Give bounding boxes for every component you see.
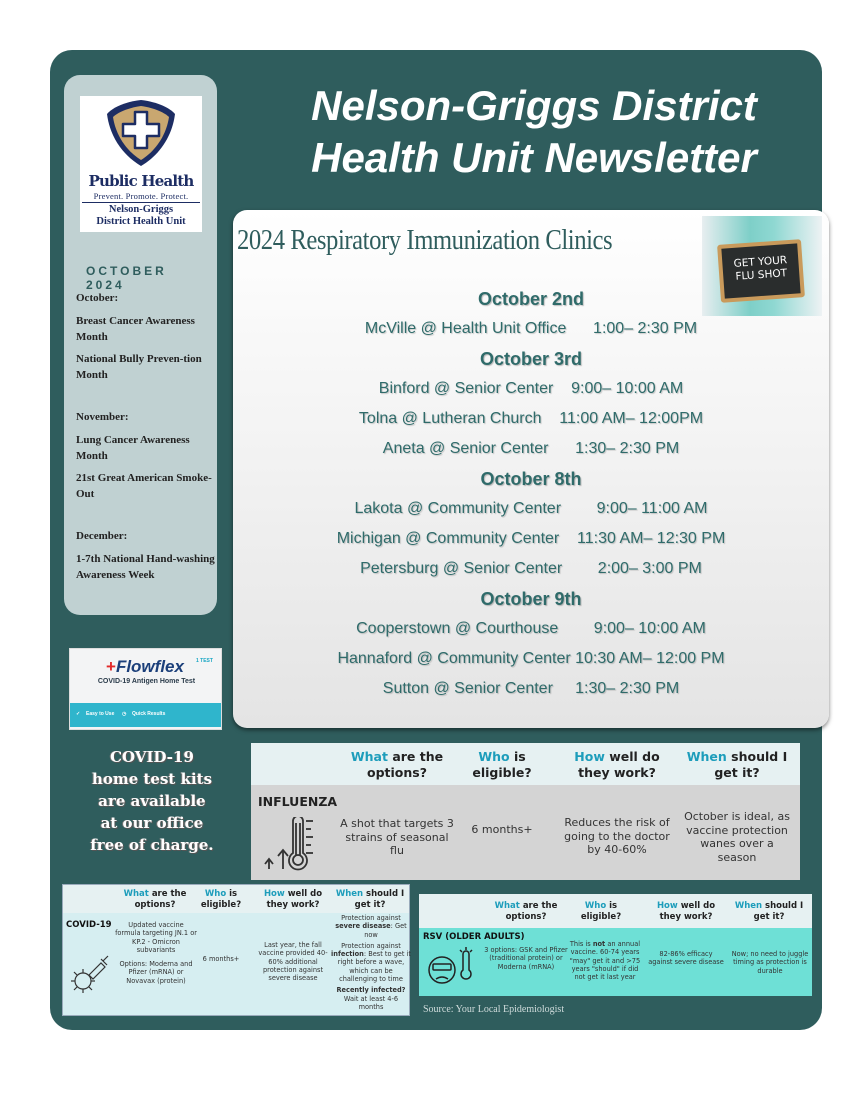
logo-unit-name xyxy=(80,204,202,228)
rsv-effectiveness: 82-86% efficacy against severe disease xyxy=(648,950,724,967)
slot-location: Aneta @ Senior Center xyxy=(382,440,549,457)
flowflex-test-kit-image xyxy=(69,648,222,730)
covid-options xyxy=(115,921,197,985)
header-eligible: Who is eligible? xyxy=(200,889,242,910)
clinic-slot xyxy=(233,674,829,704)
row-label-rsv: RSV (OLDER ADULTS) xyxy=(423,932,525,942)
table-header-row xyxy=(251,743,800,785)
kits-msg-line: free of charge. xyxy=(90,836,214,854)
covid-timing-recent: Recently infected? Wait at least 4-6 months xyxy=(336,986,406,1011)
slot-location: Binford @ Senior Center xyxy=(378,380,554,397)
sign-line2: FLU SHOT xyxy=(735,267,788,283)
header-timing: When should I get it? xyxy=(734,901,804,922)
title-line2: Health Unit Newsletter xyxy=(311,134,757,181)
covid-timing-severe: Protection against severe disease: Get now xyxy=(335,914,407,939)
header-effectiveness: How well do they work? xyxy=(263,889,323,910)
rsv-table xyxy=(419,894,812,996)
sick-face-thermometer-icon xyxy=(425,946,475,986)
clinic-slot xyxy=(233,374,829,404)
slot-location: Tolna @ Lutheran Church xyxy=(358,410,542,427)
slot-location: Sutton @ Senior Center xyxy=(382,680,553,697)
covid-timing-infection: Protection against infection: Best to get it right before a wave, which can be challenging to time xyxy=(331,941,411,984)
clinic-date: October 9th xyxy=(480,589,582,609)
test-count: 1 TEST xyxy=(196,658,213,664)
rsv-row xyxy=(419,928,812,996)
logo-org-name: Public Health xyxy=(88,172,194,190)
kits-msg-line: home test kits xyxy=(91,770,213,788)
header-eligible: Who is eligible? xyxy=(580,901,622,922)
kits-msg-line: at our office xyxy=(100,814,204,832)
slot-time: 11:30 AM– 12:30 PM xyxy=(577,530,726,547)
thermometer-icon xyxy=(263,817,323,873)
logo-unit-line2: District Health Unit xyxy=(96,216,186,227)
row-label-influenza: INFLUENZA xyxy=(258,794,338,809)
event-item: National Bully Preven-tion Month xyxy=(76,353,202,381)
logo-tagline: Prevent. Promote. Protect. xyxy=(82,191,200,203)
clinic-date: October 2nd xyxy=(477,289,584,309)
month-heading: OCTOBER 2024 xyxy=(86,264,167,292)
covid-options-brands: Options: Moderna and Pfizer (mRNA) or Novavax (protein) xyxy=(119,960,193,985)
clinic-date: October 3rd xyxy=(479,349,583,369)
brand-name: Flowflex xyxy=(115,657,184,676)
clinic-slot xyxy=(233,644,829,674)
header-options: What are the options? xyxy=(494,901,558,922)
test-kit-product: COVID-19 Antigen Home Test xyxy=(97,678,196,685)
kits-msg-line: COVID-19 xyxy=(110,748,194,766)
header-options: What are the options? xyxy=(350,749,444,780)
slot-time: 1:30– 2:30 PM xyxy=(575,440,680,457)
virus-syringe-icon xyxy=(69,955,111,995)
test-kit-band xyxy=(70,703,221,727)
slot-location: Michigan @ Community Center xyxy=(336,530,560,547)
influenza-options: A shot that targets 3 strains of seasonal flu xyxy=(340,817,454,857)
influenza-timing: October is ideal, as vaccine protection wanes over a season xyxy=(684,810,790,864)
slot-time: 11:00 AM– 12:00PM xyxy=(559,410,704,427)
table-header-row xyxy=(419,894,812,928)
sign-line1: GET YOUR xyxy=(733,254,788,270)
influenza-eligible: 6 months+ xyxy=(471,823,533,836)
influenza-row xyxy=(251,785,800,880)
shield-cross-icon xyxy=(104,98,178,168)
header-options: What are the options? xyxy=(123,889,187,910)
clinic-slot xyxy=(233,404,829,434)
slot-location: Hannaford @ Community Center xyxy=(337,650,571,667)
slot-location: Lakota @ Community Center xyxy=(354,500,562,517)
feature-quick: Quick Results xyxy=(132,711,166,717)
slot-time: 1:00– 2:30 PM xyxy=(593,320,698,337)
rsv-options: 3 options: GSK and Pfizer (traditional protein) or Moderna (mRNA) xyxy=(484,946,568,971)
header-timing: When should I get it? xyxy=(335,889,405,910)
clinic-slot xyxy=(233,494,829,524)
brand-plus-icon: + xyxy=(106,657,116,676)
event-month-label: October: xyxy=(76,292,119,304)
event-item: Lung Cancer Awareness Month xyxy=(76,434,190,462)
slot-time: 9:00– 11:00 AM xyxy=(596,500,708,517)
slot-location: McVille @ Health Unit Office xyxy=(364,320,567,337)
header-timing: When should I get it? xyxy=(686,749,788,780)
clinic-slot xyxy=(233,314,829,344)
clinic-schedule xyxy=(233,284,829,704)
clinic-date: October 8th xyxy=(480,469,582,489)
row-label-covid: COVID-19 xyxy=(66,920,112,930)
covid-timing xyxy=(331,914,411,1011)
header-effectiveness: How well do they work? xyxy=(574,749,660,780)
slot-time: 10:30 AM– 12:00 PM xyxy=(575,650,725,667)
slot-time: 1:30– 2:30 PM xyxy=(575,680,680,697)
covid-eligible: 6 months+ xyxy=(202,955,240,963)
influenza-table xyxy=(251,743,800,880)
event-item: 21st Great American Smoke-Out xyxy=(76,472,212,500)
covid-effectiveness: Last year, the fall vaccine provided 40-60% additional protection against severe disease xyxy=(258,941,328,983)
clinic-slot xyxy=(233,554,829,584)
source-citation: Source: Your Local Epidemiologist xyxy=(423,1004,565,1015)
slot-time: 2:00– 3:00 PM xyxy=(597,560,702,577)
slot-time: 9:00– 10:00 AM xyxy=(571,380,684,397)
covid-table xyxy=(62,884,410,1016)
event-item: 1-7th National Hand-washing Awareness Week xyxy=(76,553,215,581)
public-health-logo xyxy=(80,96,202,232)
rsv-timing: Now; no need to juggle timing as protection is durable xyxy=(731,950,809,975)
clock-icon: ◷ xyxy=(122,711,127,717)
covid-options-formula: Updated vaccine formula targeting JN.1 or KP.2 - Omicron subvariants xyxy=(115,921,197,954)
event-item: Breast Cancer Awareness Month xyxy=(76,315,195,343)
header-effectiveness: How well do they work? xyxy=(656,901,716,922)
influenza-effectiveness: Reduces the risk of going to the doctor by 40-60% xyxy=(564,816,670,856)
table-header-row xyxy=(63,885,409,913)
rsv-eligible: This is not an annual vaccine. 60-74 years "may" get it and >75 years "should" if did not get it last year xyxy=(569,940,641,982)
feature-easy: Easy to Use xyxy=(86,711,115,717)
check-icon: ✓ xyxy=(76,711,81,717)
test-kits-message xyxy=(62,746,242,856)
test-kit-brand xyxy=(106,657,184,677)
newsletter-title xyxy=(244,80,824,184)
awareness-events xyxy=(76,290,216,589)
clinics-title: 2024 Respiratory Immunization Clinics xyxy=(237,224,613,256)
slot-location: Cooperstown @ Courthouse xyxy=(356,620,559,637)
slot-location: Petersburg @ Senior Center xyxy=(360,560,563,577)
event-month-label: November: xyxy=(76,411,129,423)
header-eligible: Who is eligible? xyxy=(472,749,532,780)
clinic-slot xyxy=(233,434,829,464)
clinic-slot xyxy=(233,524,829,554)
slot-time: 9:00– 10:00 AM xyxy=(593,620,706,637)
kits-msg-line: are available xyxy=(98,792,206,810)
title-line1: Nelson-Griggs District xyxy=(311,82,757,129)
logo-unit-line1: Nelson-Griggs xyxy=(108,204,174,215)
event-month-label: December: xyxy=(76,530,128,542)
clinic-slot xyxy=(233,614,829,644)
